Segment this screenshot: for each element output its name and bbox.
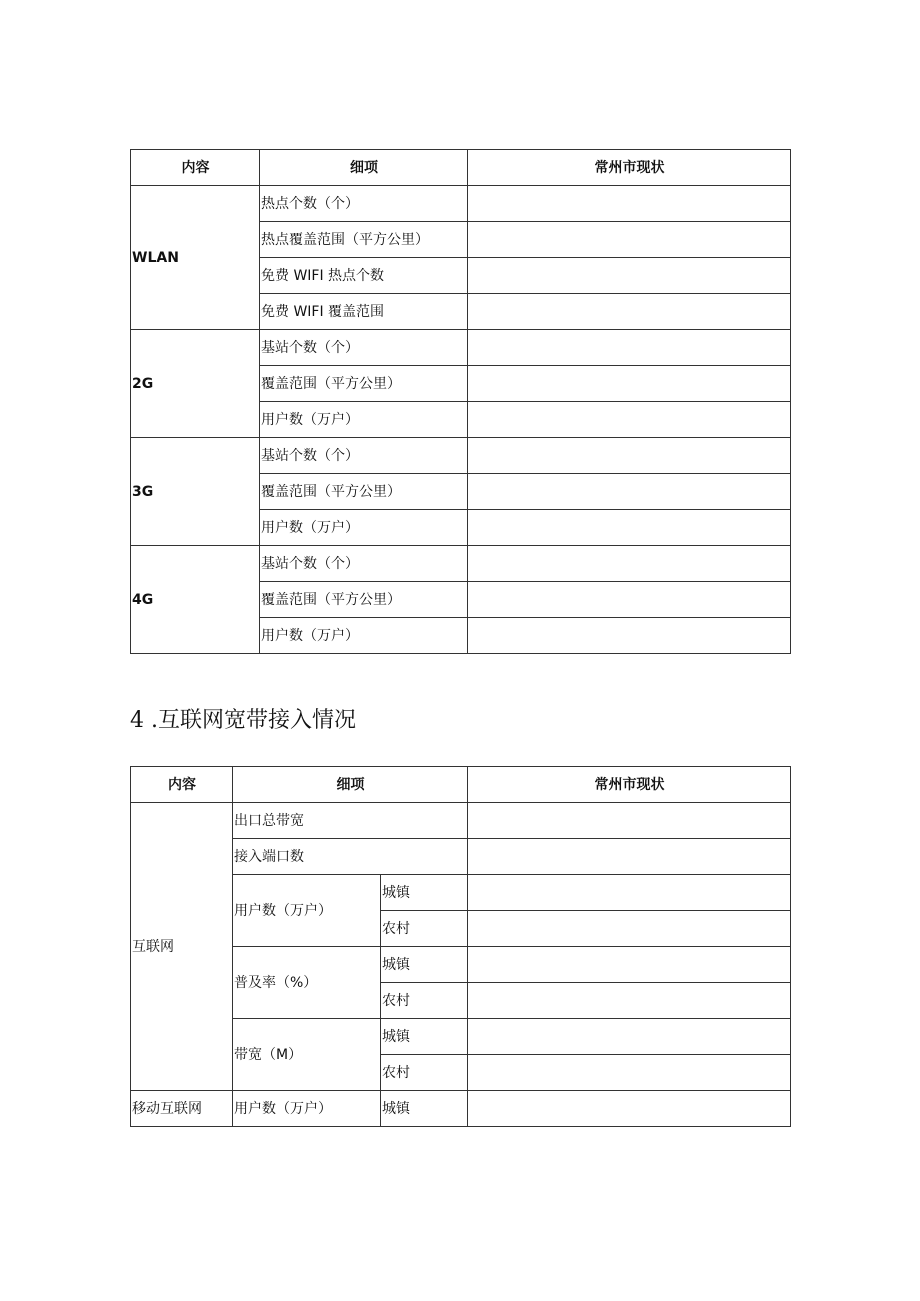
value-cell <box>468 1019 791 1055</box>
table-header-row <box>131 767 791 803</box>
header-detail: 细项 <box>260 150 468 186</box>
header-content: 内容 <box>131 150 260 186</box>
table-row <box>131 330 791 366</box>
detail-cell-mobile-users: 用户数（万户） <box>233 1091 381 1127</box>
section-heading-broadband: 4 .互联网宽带接入情况 <box>130 708 356 733</box>
detail-cell: 覆盖范围（平方公里） <box>260 366 468 402</box>
value-cell <box>468 186 791 222</box>
header-content: 内容 <box>131 767 233 803</box>
value-cell <box>468 618 791 654</box>
sub-detail-rural: 农村 <box>381 1055 468 1091</box>
sub-detail-urban: 城镇 <box>381 1091 468 1127</box>
detail-cell: 出口总带宽 <box>233 803 468 839</box>
value-cell <box>468 366 791 402</box>
value-cell <box>468 474 791 510</box>
group-label-wlan: WLAN <box>131 186 260 330</box>
table-row <box>131 186 791 222</box>
value-cell <box>468 911 791 947</box>
header-status: 常州市现状 <box>468 767 791 803</box>
value-cell <box>468 546 791 582</box>
detail-cell-penetration: 普及率（%） <box>233 947 381 1019</box>
value-cell <box>468 330 791 366</box>
table-row <box>131 438 791 474</box>
table-row <box>131 1091 791 1127</box>
detail-cell: 用户数（万户） <box>260 510 468 546</box>
value-cell <box>468 402 791 438</box>
sub-detail-urban: 城镇 <box>381 947 468 983</box>
group-label-mobile-internet: 移动互联网 <box>131 1091 233 1127</box>
detail-cell: 热点个数（个） <box>260 186 468 222</box>
broadband-access-table <box>130 766 791 1127</box>
value-cell <box>468 947 791 983</box>
value-cell <box>468 875 791 911</box>
value-cell <box>468 438 791 474</box>
detail-cell: 基站个数（个） <box>260 330 468 366</box>
detail-cell: 用户数（万户） <box>260 402 468 438</box>
detail-cell-users: 用户数（万户） <box>233 875 381 947</box>
value-cell <box>468 839 791 875</box>
detail-cell: 覆盖范围（平方公里） <box>260 582 468 618</box>
table-row <box>131 546 791 582</box>
table-header-row <box>131 150 791 186</box>
value-cell <box>468 1091 791 1127</box>
detail-cell: 接入端口数 <box>233 839 468 875</box>
detail-cell-bandwidth: 带宽（M） <box>233 1019 381 1091</box>
value-cell <box>468 1055 791 1091</box>
mobile-network-table <box>130 149 791 654</box>
detail-cell: 免费 WIFI 覆盖范围 <box>260 294 468 330</box>
value-cell <box>468 222 791 258</box>
value-cell <box>468 258 791 294</box>
group-label-4g: 4G <box>131 546 260 654</box>
header-detail: 细项 <box>233 767 468 803</box>
value-cell <box>468 294 791 330</box>
detail-cell: 覆盖范围（平方公里） <box>260 474 468 510</box>
sub-detail-urban: 城镇 <box>381 1019 468 1055</box>
group-label-3g: 3G <box>131 438 260 546</box>
value-cell <box>468 582 791 618</box>
value-cell <box>468 803 791 839</box>
value-cell <box>468 510 791 546</box>
table-row <box>131 803 791 839</box>
sub-detail-rural: 农村 <box>381 911 468 947</box>
detail-cell: 基站个数（个） <box>260 438 468 474</box>
detail-cell: 基站个数（个） <box>260 546 468 582</box>
sub-detail-urban: 城镇 <box>381 875 468 911</box>
detail-cell: 用户数（万户） <box>260 618 468 654</box>
group-label-internet: 互联网 <box>131 803 233 1091</box>
detail-cell: 免费 WIFI 热点个数 <box>260 258 468 294</box>
detail-cell: 热点覆盖范围（平方公里） <box>260 222 468 258</box>
header-status: 常州市现状 <box>468 150 791 186</box>
value-cell <box>468 983 791 1019</box>
sub-detail-rural: 农村 <box>381 983 468 1019</box>
group-label-2g: 2G <box>131 330 260 438</box>
